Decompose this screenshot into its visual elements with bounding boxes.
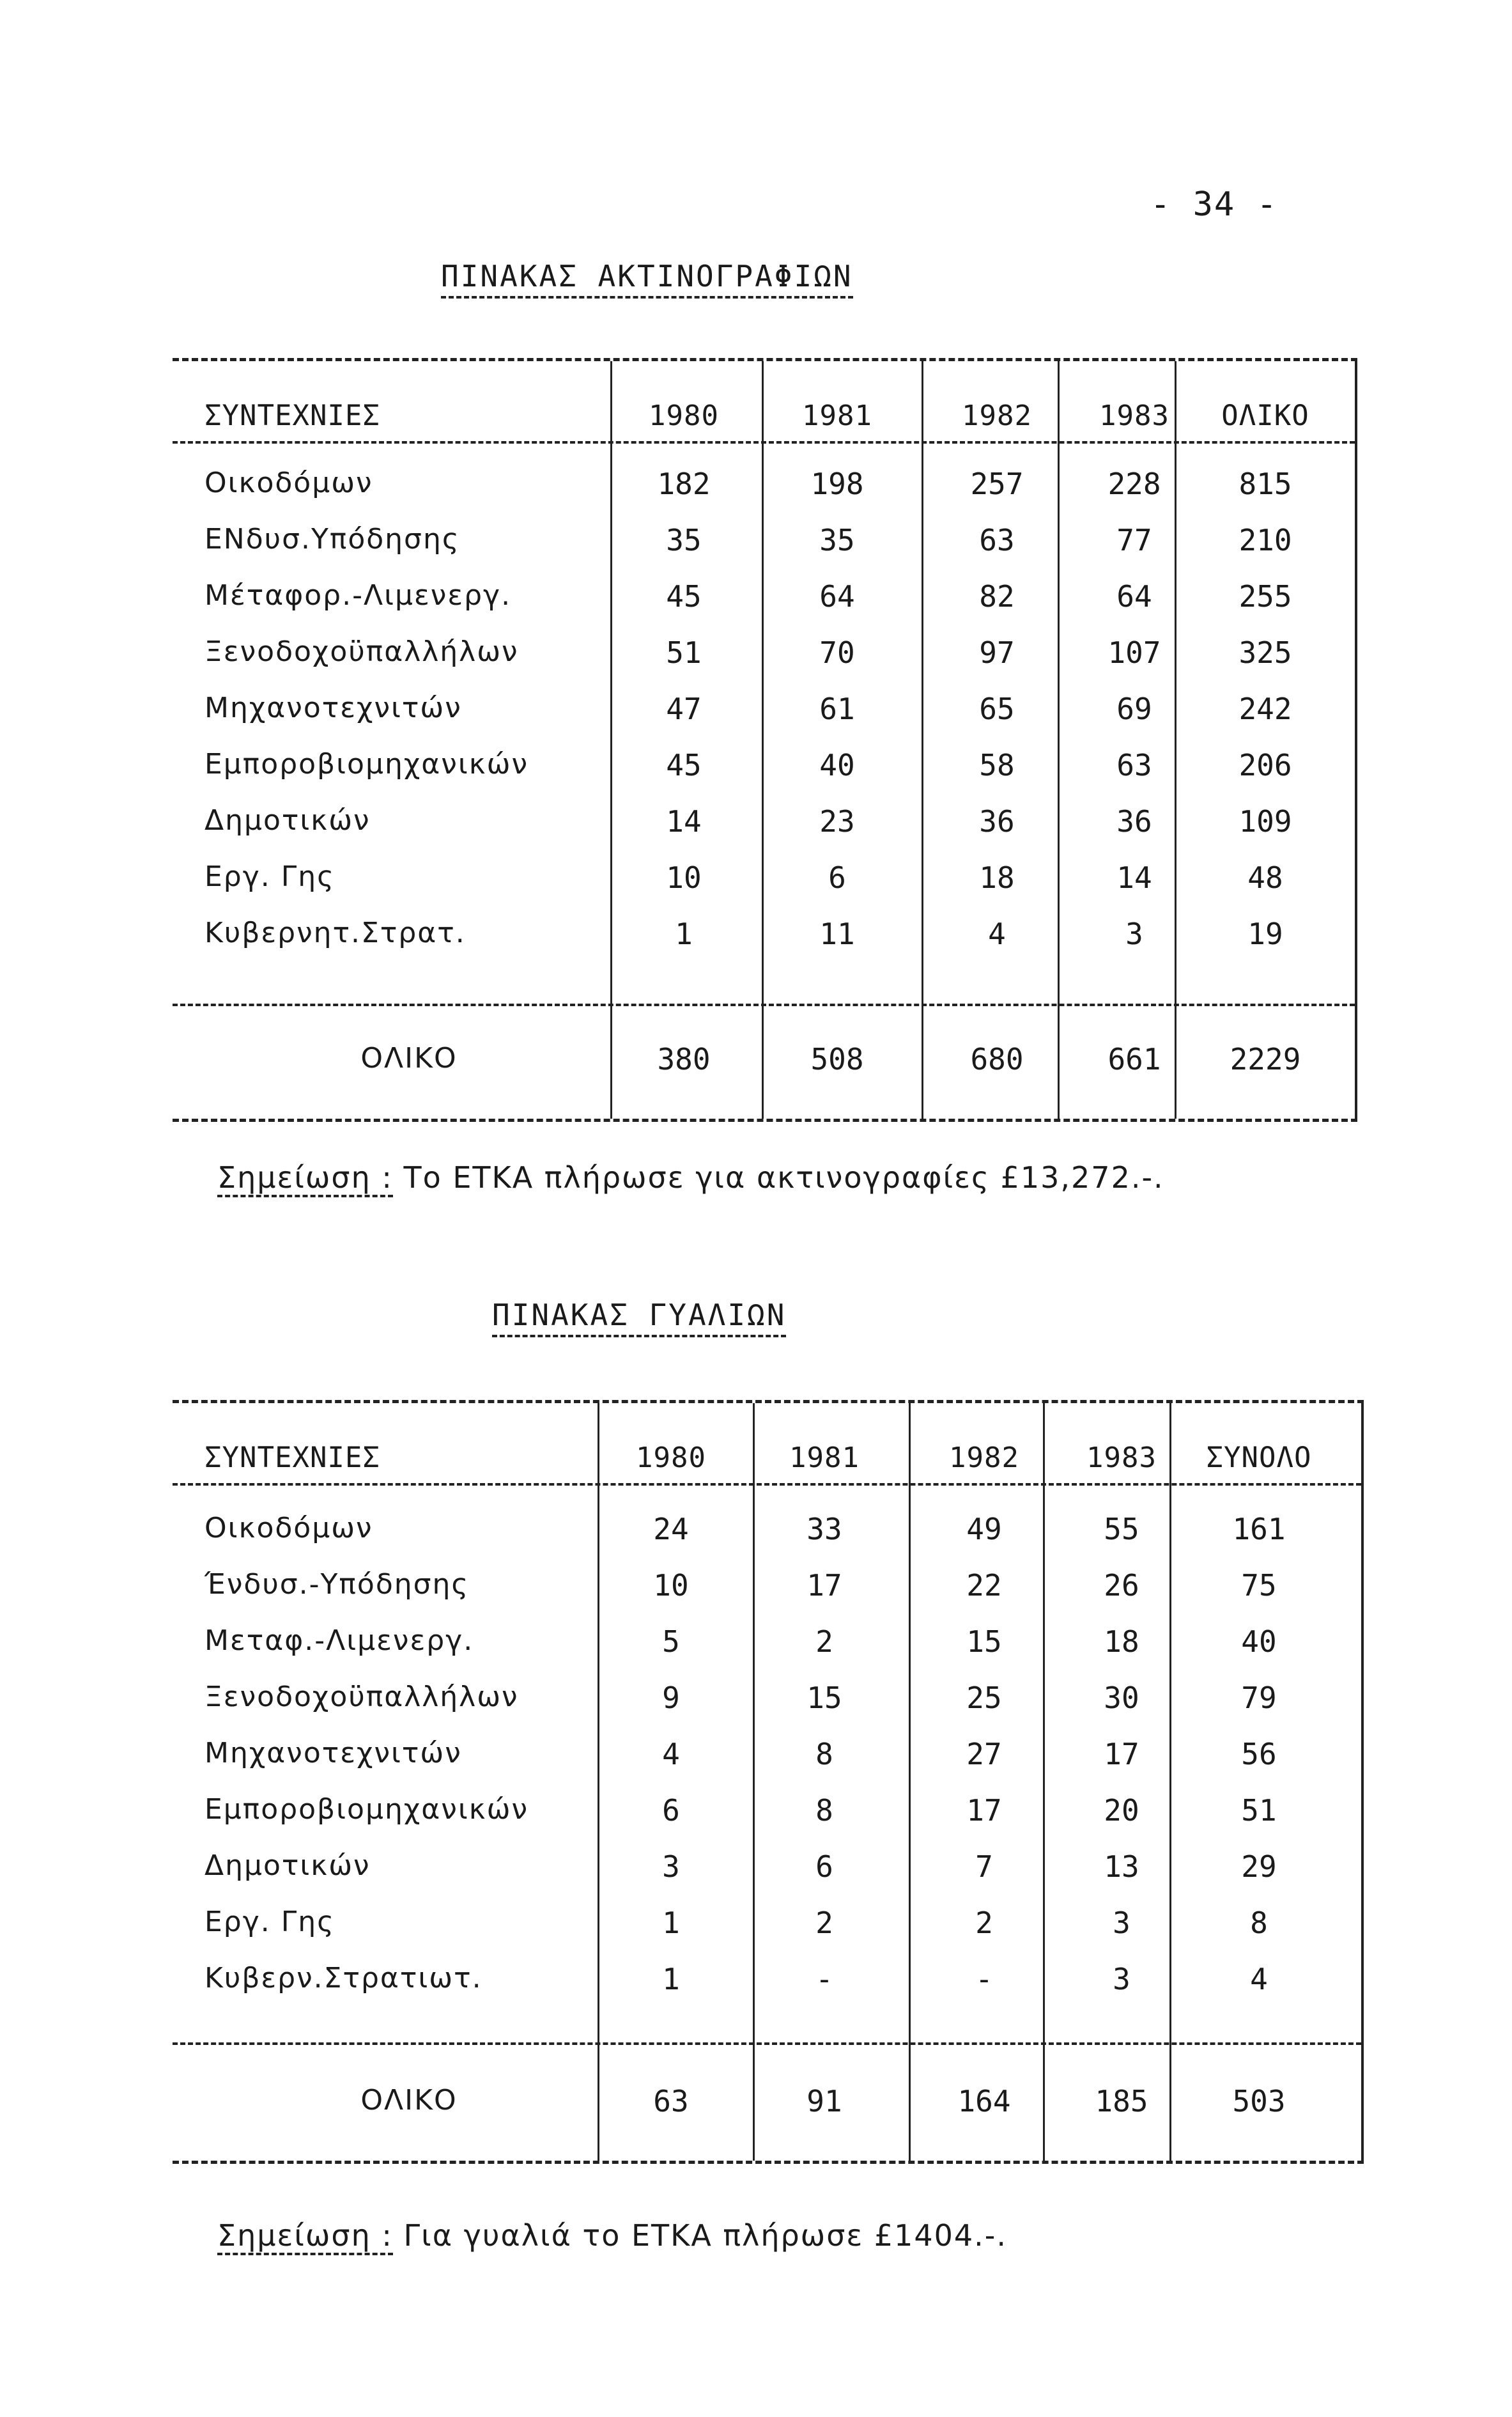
total-cell: 680 — [970, 1042, 1024, 1076]
table-cell: 2 — [815, 1906, 833, 1940]
table-cell: 10 — [666, 860, 702, 895]
total-cell: 661 — [1107, 1042, 1161, 1076]
table2-title: ΠΙΝΑΚΑΣ ΓΥΑΛΙΩΝ — [492, 1298, 786, 1337]
table-cell: 65 — [979, 692, 1015, 726]
table-cell: 63 — [1116, 748, 1152, 782]
table-cell: 14 — [666, 804, 702, 839]
total-cell: 380 — [657, 1042, 711, 1076]
table-cell: 22 — [966, 1568, 1002, 1603]
table-cell: 27 — [966, 1737, 1002, 1771]
table-cell: 4 — [662, 1737, 680, 1771]
table-cell: 1 — [662, 1906, 680, 1940]
total-cell: 185 — [1095, 2084, 1148, 2118]
row-label: Μηχανοτεχνιτών — [204, 1737, 462, 1769]
row-label: Κυβερν.Στρατιωτ. — [204, 1962, 482, 1994]
row-label: Δημοτικών — [204, 1849, 371, 1882]
table-cell: 40 — [819, 748, 855, 782]
table-cell: 69 — [1116, 692, 1152, 726]
table-cell: 17 — [1104, 1737, 1139, 1771]
table-cell: 4 — [988, 917, 1006, 951]
table-cell: 25 — [966, 1681, 1002, 1715]
table-cell: 109 — [1238, 804, 1292, 839]
table-cell: 5 — [662, 1624, 680, 1659]
table-cell: 13 — [1104, 1849, 1139, 1884]
table-cell: 56 — [1241, 1737, 1277, 1771]
table-cell: 26 — [1104, 1568, 1139, 1603]
table-cell: 36 — [979, 804, 1015, 839]
total-label: ΟΛΙΚΟ — [360, 2084, 458, 2117]
table-cell: 45 — [666, 748, 702, 782]
row-label: Εμποροβιομηχανικών — [204, 748, 529, 781]
table-cell: 15 — [806, 1681, 842, 1715]
row-label: Ξενοδοχοϋπαλλήλων — [204, 635, 519, 668]
total-cell: 63 — [653, 2084, 689, 2118]
table-cell: 6 — [815, 1849, 833, 1884]
column-header: 1983 — [1086, 1442, 1157, 1474]
table1-note-text: Το ΕΤΚΑ πλήρωσε για ακτινογραφίες £13,272.-. — [403, 1160, 1164, 1195]
table-cell: 15 — [966, 1624, 1002, 1659]
table-cell: 36 — [1116, 804, 1152, 839]
table-cell: 107 — [1107, 635, 1161, 670]
table-cell: 29 — [1241, 1849, 1277, 1884]
table-cell: 70 — [819, 635, 855, 670]
table-cell: 325 — [1238, 635, 1292, 670]
row-label: Κυβερνητ.Στρατ. — [204, 917, 466, 949]
table-cell: 1 — [662, 1962, 680, 1996]
table-cell: 55 — [1104, 1512, 1139, 1546]
total-cell: 503 — [1232, 2084, 1286, 2118]
row-label: Δημοτικών — [204, 804, 371, 837]
row-label: ΕΝδυσ.Υπόδησης — [204, 523, 460, 556]
row-label: Ένδυσ.-Υπόδησης — [204, 1568, 470, 1601]
table-cell: 2 — [975, 1906, 993, 1940]
table-cell: 2 — [815, 1624, 833, 1659]
column-header: ΣΥΝΤΕΧΝΙΕΣ — [204, 400, 380, 432]
table-cell: 3 — [1113, 1962, 1130, 1996]
row-label: Εμποροβιομηχανικών — [204, 1793, 529, 1826]
table-cell: 18 — [979, 860, 1015, 895]
column-header: 1981 — [802, 400, 872, 432]
table-cell: 51 — [1241, 1793, 1277, 1828]
row-divider — [173, 441, 1355, 444]
column-header: 1983 — [1099, 400, 1169, 432]
table-cell: 48 — [1247, 860, 1283, 895]
table-cell: 8 — [1250, 1906, 1268, 1940]
table2-note-text: Για γυαλιά το ΕΤΚΑ πλήρωσε £1404.-. — [403, 2218, 1008, 2253]
row-label: Εργ. Γης — [204, 860, 335, 893]
table-cell: 23 — [819, 804, 855, 839]
total-label: ΟΛΙΚΟ — [360, 1042, 458, 1075]
table-cell: 97 — [979, 635, 1015, 670]
table-cell: 24 — [653, 1512, 689, 1546]
column-header: 1982 — [949, 1442, 1019, 1474]
table1-note — [217, 1160, 1164, 1195]
row-divider — [173, 2042, 1361, 2045]
table-cell: 210 — [1238, 523, 1292, 557]
table-cell: 30 — [1104, 1681, 1139, 1715]
table1-note-label: Σημείωση : — [217, 1160, 393, 1197]
row-label: Οικοδόμων — [204, 1512, 373, 1544]
row-label: Ξενοδοχοϋπαλλήλων — [204, 1681, 519, 1713]
table-cell: 35 — [666, 523, 702, 557]
table-cell: 45 — [666, 579, 702, 614]
table1-title: ΠΙΝΑΚΑΣ ΑΚΤΙΝΟΓΡΑΦΙΩΝ — [441, 259, 853, 299]
table-cell: 3 — [1125, 917, 1143, 951]
table-cell: 228 — [1107, 467, 1161, 501]
table-cell: 47 — [666, 692, 702, 726]
column-header: ΣΥΝΤΕΧΝΙΕΣ — [204, 1442, 380, 1474]
glasses-table — [173, 1400, 1364, 2164]
column-header: 1980 — [649, 400, 719, 432]
row-label: Εργ. Γης — [204, 1906, 335, 1938]
table2-note-label: Σημείωση : — [217, 2218, 393, 2255]
table-cell: 182 — [657, 467, 711, 501]
column-header: 1981 — [789, 1442, 860, 1474]
column-header: ΣΥΝΟΛΟ — [1206, 1442, 1312, 1474]
table-cell: 4 — [1250, 1962, 1268, 1996]
table-cell: 8 — [815, 1737, 833, 1771]
table-cell: 35 — [819, 523, 855, 557]
table-cell: 9 — [662, 1681, 680, 1715]
table-cell: - — [815, 1962, 833, 1996]
table-cell: 3 — [1113, 1906, 1130, 1940]
row-label: Μεταφ.-Λιμενεργ. — [204, 1624, 474, 1657]
column-header: ΟΛΙΚΟ — [1221, 400, 1309, 432]
table-cell: 6 — [828, 860, 846, 895]
page-number: - 34 - — [1150, 185, 1278, 224]
table2-note — [217, 2218, 1007, 2253]
table-cell: 14 — [1116, 860, 1152, 895]
table-cell: 63 — [979, 523, 1015, 557]
table-cell: 82 — [979, 579, 1015, 614]
total-cell: 2229 — [1230, 1042, 1301, 1076]
table-cell: 1 — [675, 917, 693, 951]
table-cell: 206 — [1238, 748, 1292, 782]
table-cell: 17 — [966, 1793, 1002, 1828]
column-header: 1980 — [636, 1442, 706, 1474]
row-divider — [173, 1483, 1361, 1486]
table-cell: 33 — [806, 1512, 842, 1546]
table-cell: 58 — [979, 748, 1015, 782]
table-cell: 7 — [975, 1849, 993, 1884]
table-cell: 161 — [1232, 1512, 1286, 1546]
table-cell: - — [975, 1962, 993, 1996]
table-cell: 18 — [1104, 1624, 1139, 1659]
total-cell: 164 — [957, 2084, 1011, 2118]
table-cell: 242 — [1238, 692, 1292, 726]
table-cell: 64 — [819, 579, 855, 614]
table-cell: 257 — [970, 467, 1024, 501]
table-cell: 61 — [819, 692, 855, 726]
table-cell: 255 — [1238, 579, 1292, 614]
column-header: 1982 — [962, 400, 1032, 432]
table-cell: 815 — [1238, 467, 1292, 501]
table-cell: 77 — [1116, 523, 1152, 557]
table-cell: 6 — [662, 1793, 680, 1828]
row-label: Μηχανοτεχνιτών — [204, 692, 462, 724]
row-label: Μέταφορ.-Λιμενεργ. — [204, 579, 512, 612]
table-cell: 79 — [1241, 1681, 1277, 1715]
xray-table — [173, 358, 1357, 1122]
table-cell: 8 — [815, 1793, 833, 1828]
row-divider — [173, 1004, 1355, 1006]
column-divider — [909, 1403, 911, 2161]
table-cell: 19 — [1247, 917, 1283, 951]
table-cell: 75 — [1241, 1568, 1277, 1603]
row-label: Οικοδόμων — [204, 467, 373, 499]
total-cell: 508 — [810, 1042, 864, 1076]
table-cell: 198 — [810, 467, 864, 501]
table-cell: 10 — [653, 1568, 689, 1603]
table-cell: 40 — [1241, 1624, 1277, 1659]
table-cell: 49 — [966, 1512, 1002, 1546]
total-cell: 91 — [806, 2084, 842, 2118]
table-cell: 17 — [806, 1568, 842, 1603]
table-cell: 20 — [1104, 1793, 1139, 1828]
table-cell: 3 — [662, 1849, 680, 1884]
table-cell: 51 — [666, 635, 702, 670]
table-cell: 64 — [1116, 579, 1152, 614]
table-cell: 11 — [819, 917, 855, 951]
